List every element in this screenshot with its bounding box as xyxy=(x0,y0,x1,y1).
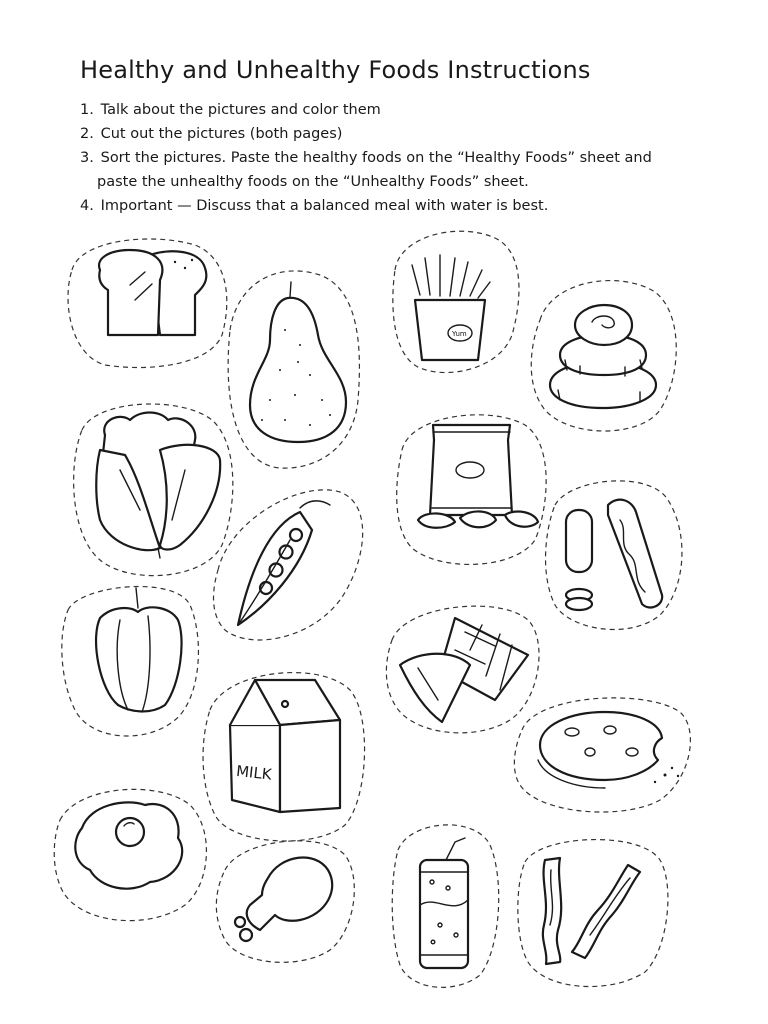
step-text: Important — Discuss that a balanced meal with water is best. xyxy=(100,198,549,214)
step-text: Sort the pictures. Paste the healthy foods on the “Healthy Foods” sheet and xyxy=(100,150,652,166)
chips-icon xyxy=(418,425,538,528)
chocolate-icon xyxy=(400,618,528,722)
pear-cutout[interactable] xyxy=(228,271,359,468)
cookie-icon xyxy=(538,712,679,788)
step-number: 3. xyxy=(80,150,94,166)
bell-pepper-cutout[interactable] xyxy=(62,586,199,736)
egg-icon xyxy=(75,802,182,888)
chocolate-cutout[interactable] xyxy=(386,606,539,733)
step-number: 2. xyxy=(80,126,94,142)
bell-pepper-icon xyxy=(96,588,182,712)
milk-icon xyxy=(230,680,340,812)
bread-icon xyxy=(99,250,206,335)
step-text-continuation: paste the unhealthy foods on the “Unhealthy Foods” sheet. xyxy=(97,174,529,190)
lettuce-icon xyxy=(96,413,220,559)
step-text: Talk about the pictures and color them xyxy=(100,102,381,118)
sausage-icon xyxy=(566,500,662,610)
chicken-leg-icon xyxy=(235,858,332,941)
cinnamon-roll-cutout[interactable] xyxy=(531,281,676,431)
fries-label: Yum xyxy=(452,330,467,338)
fries-icon xyxy=(412,255,490,360)
cookie-cutout[interactable] xyxy=(514,698,690,812)
bacon-cutout[interactable] xyxy=(518,840,668,987)
pear-icon xyxy=(250,282,346,442)
lettuce-cutout[interactable] xyxy=(74,404,233,576)
cinnamon-roll-icon xyxy=(550,305,656,408)
bread-cutout[interactable] xyxy=(68,239,227,368)
peas-icon xyxy=(238,501,330,625)
milk-cutout[interactable] xyxy=(203,673,365,841)
worksheet-title: Healthy and Unhealthy Foods Instructions xyxy=(80,56,591,84)
egg-cutout[interactable] xyxy=(54,789,206,920)
chips-cutout[interactable] xyxy=(397,415,546,565)
step-text: Cut out the pictures (both pages) xyxy=(100,126,343,142)
step-number: 4. xyxy=(80,198,94,214)
fries-cutout[interactable] xyxy=(393,231,519,372)
peas-cutout[interactable] xyxy=(214,490,363,640)
bacon-icon xyxy=(543,858,640,964)
soda-can-cutout[interactable] xyxy=(392,825,498,987)
chicken-leg-cutout[interactable] xyxy=(216,841,354,963)
soda-can-icon xyxy=(420,838,468,968)
milk-label: MILK xyxy=(235,761,273,784)
step-number: 1. xyxy=(80,102,94,118)
sausage-cutout[interactable] xyxy=(546,481,682,630)
